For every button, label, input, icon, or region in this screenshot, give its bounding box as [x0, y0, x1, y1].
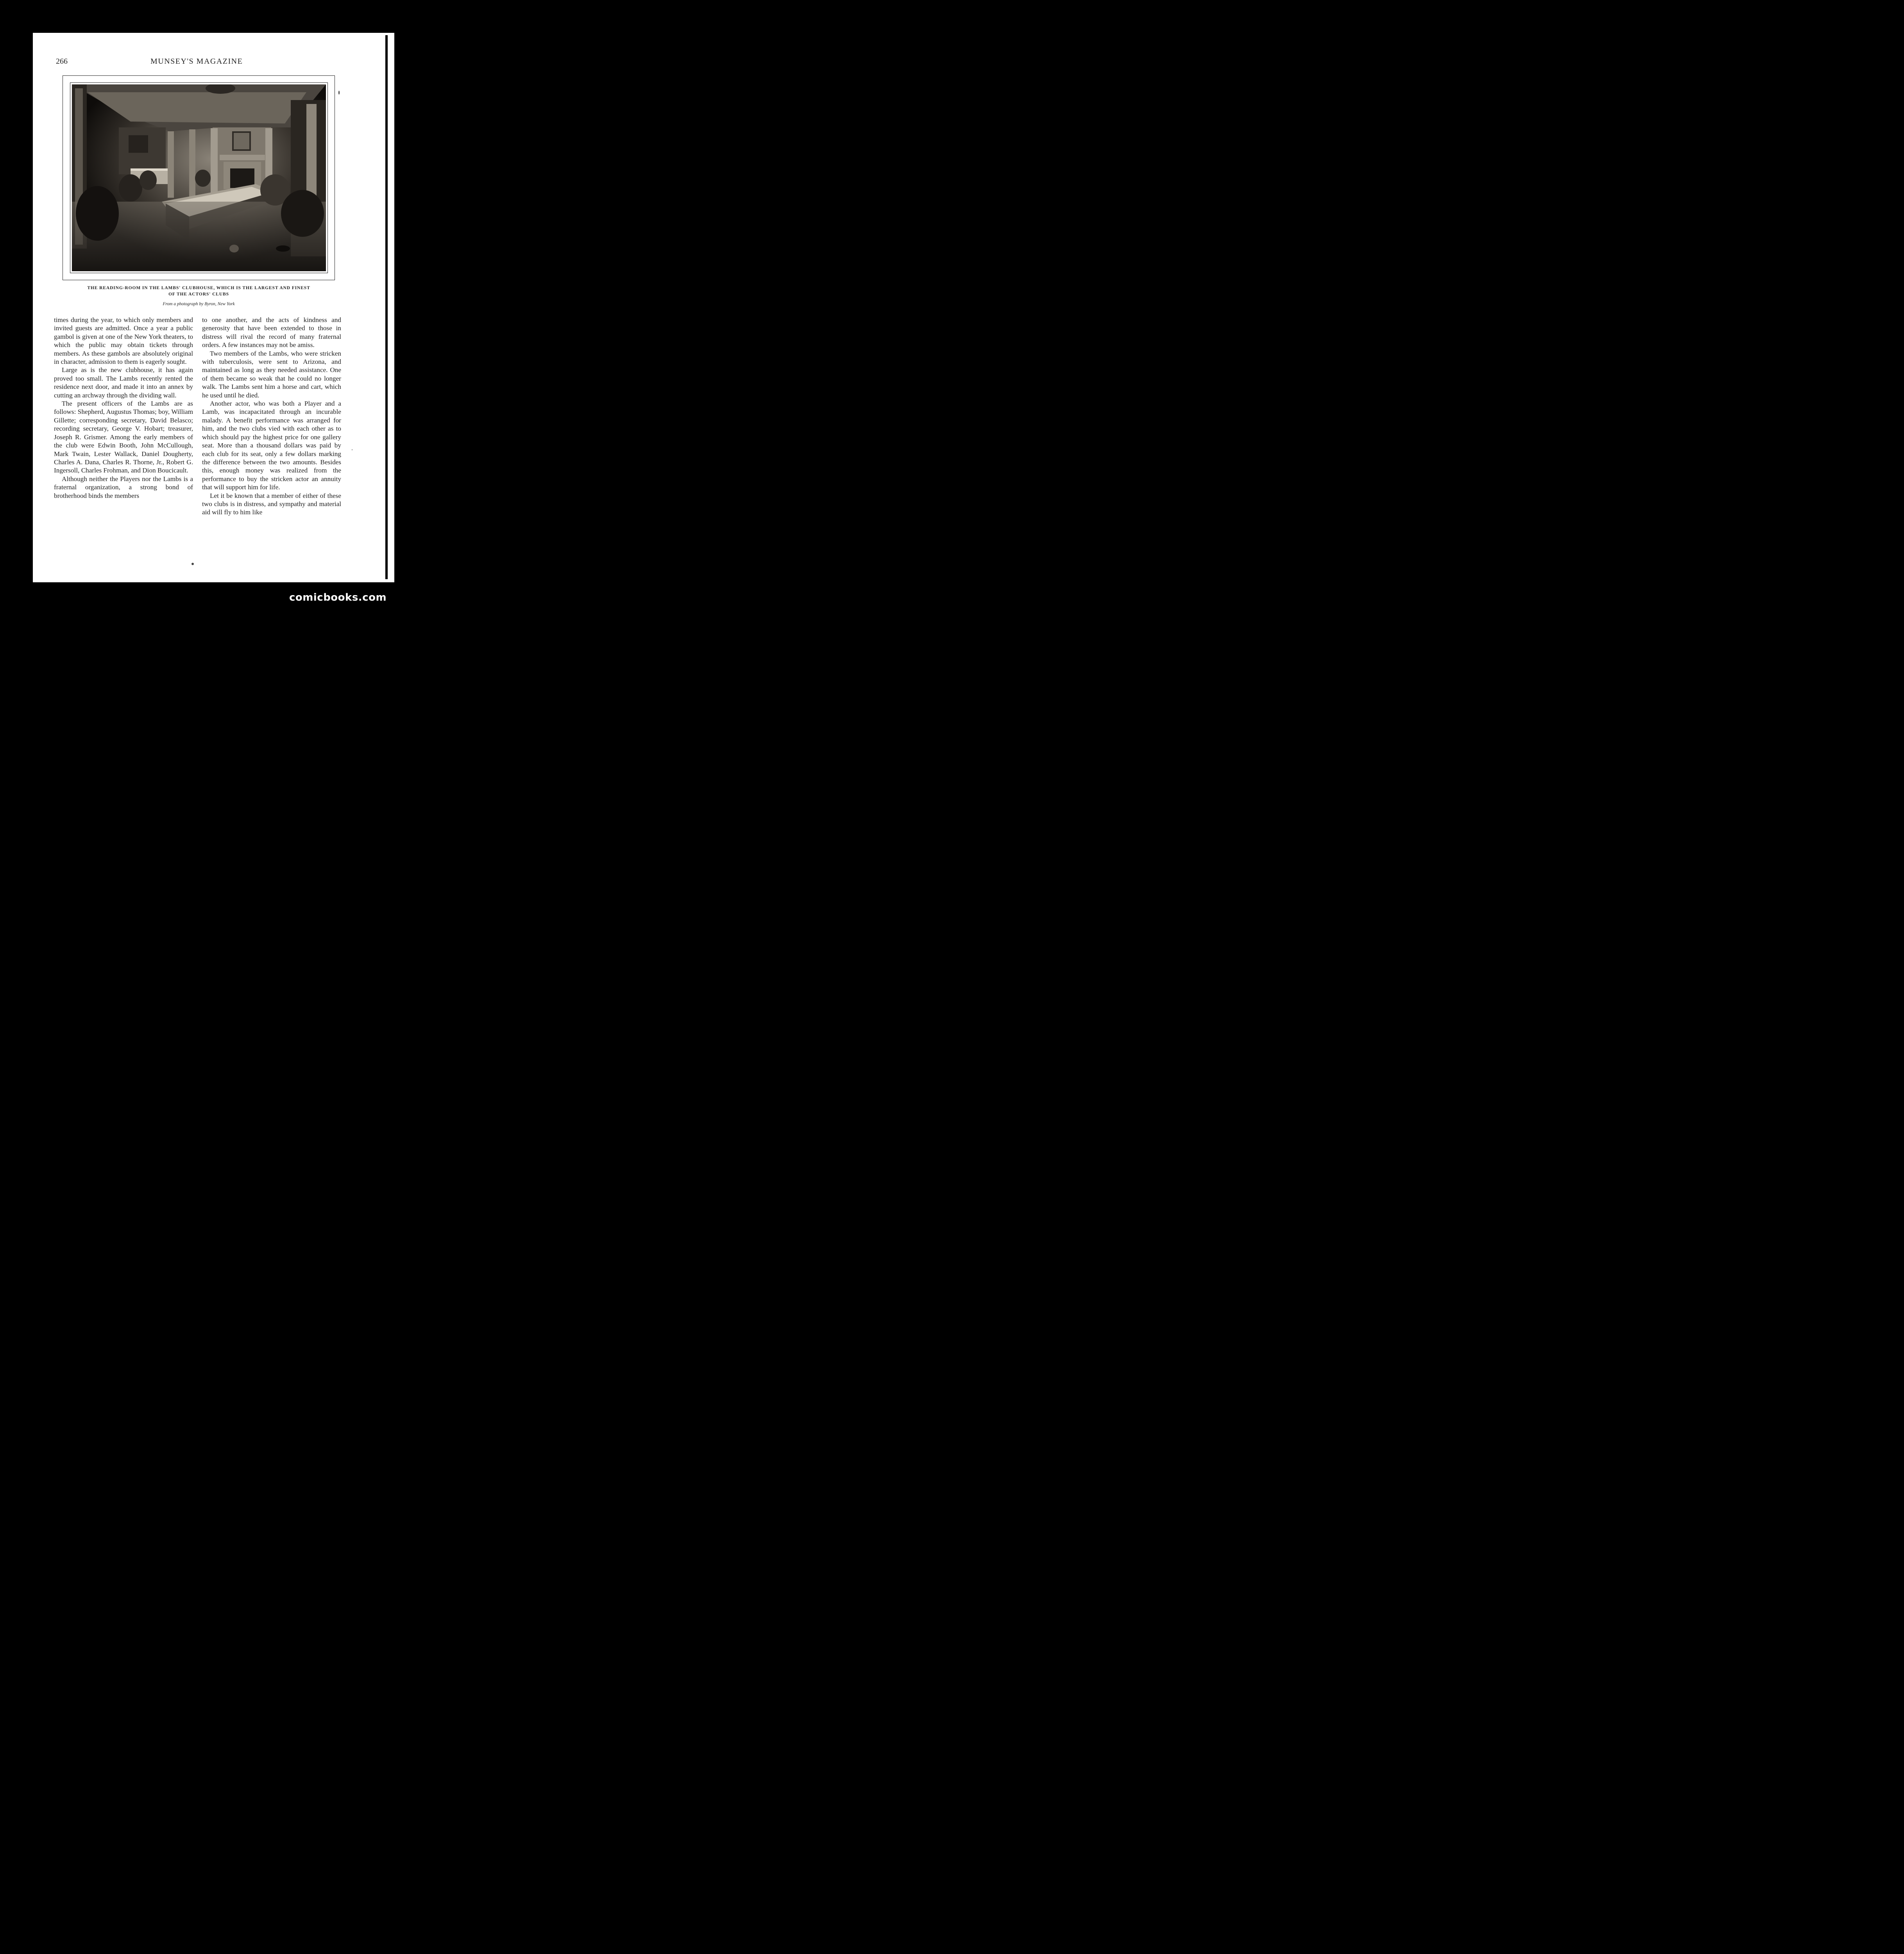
paragraph: Although neither the Players nor the Lambs is a fraternal organization, a strong bond of brotherhood binds the members: [54, 475, 193, 499]
photo-credit: From a photograph by Byron, New York: [163, 302, 235, 306]
running-head: MUNSEY'S MAGAZINE: [150, 57, 243, 66]
paragraph: Two members of the Lambs, who were stricken with tuberculosis, were sent to Arizona, and maintained as long as they needed assistance. One of them became so weak that he could no longer walk. The Lambs sent him a horse and cart, which he used until he died.: [202, 349, 341, 399]
site-watermark: comicbooks.com: [289, 592, 387, 603]
caption-line-2: OF THE ACTORS' CLUBS: [168, 292, 229, 297]
paragraph: times during the year, to which only members and invited guests are admitted. Once a year a public gambol is given at one of the New York theaters, to which the public may obtain tickets through members. As these gambols are absolutely original in character, admission to them is eagerly sought.: [54, 316, 193, 366]
paragraph: Another actor, who was both a Player and a Lamb, was incapacitated through an incurable malady. A benefit performance was arranged for him, and the two clubs vied with each other as to which should pay the highest price for one gallery seat. More than a thousand dollars was paid by each club for its seat, only a few dollars marking the difference between the two amounts. Besides this, enough money was realized from the performance to buy the stricken actor an annuity that will support him for life.: [202, 400, 341, 491]
paragraph: to one another, and the acts of kindness and generosity that have been extended to those in distress will rival the record of many fraternal orders. A few instances may not be amiss.: [202, 316, 341, 349]
reading-room-photograph: [72, 84, 326, 271]
article-right-column: [202, 316, 341, 517]
paragraph: The present officers of the Lambs are as follows: Shepherd, Augustus Thomas; boy, William Gillette; corresponding secretary, David Belasco; recording secretary, George V. Hobart; treasurer, Joseph R. Grismer. Among the early members of the club were Edwin Booth, John McCullough, Mark Twain, Lester Wallack, Daniel Dougherty, Charles A. Dana, Charles R. Thorne, Jr., Robert G. Ingersoll, Charles Frohman, and Dion Boucicault.: [54, 400, 193, 474]
article-left-column: [54, 316, 193, 500]
paragraph: Large as is the new clubhouse, it has again proved too small. The Lambs recently rented the residence next door, and made it into an annex by cutting an archway through the dividing wall.: [54, 366, 193, 399]
print-speck: [338, 91, 340, 95]
print-speck: [352, 449, 353, 450]
page-gutter: [385, 35, 388, 579]
page-number: 266: [56, 57, 68, 66]
paragraph: Let it be known that a member of either of these two clubs is in distress, and sympathy and material aid will fly to him like: [202, 492, 341, 516]
figure-caption: [63, 285, 335, 297]
print-speck: [191, 563, 194, 565]
caption-line-1: THE READING-ROOM IN THE LAMBS' CLUBHOUSE, WHICH IS THE LARGEST AND FINEST: [87, 286, 310, 290]
